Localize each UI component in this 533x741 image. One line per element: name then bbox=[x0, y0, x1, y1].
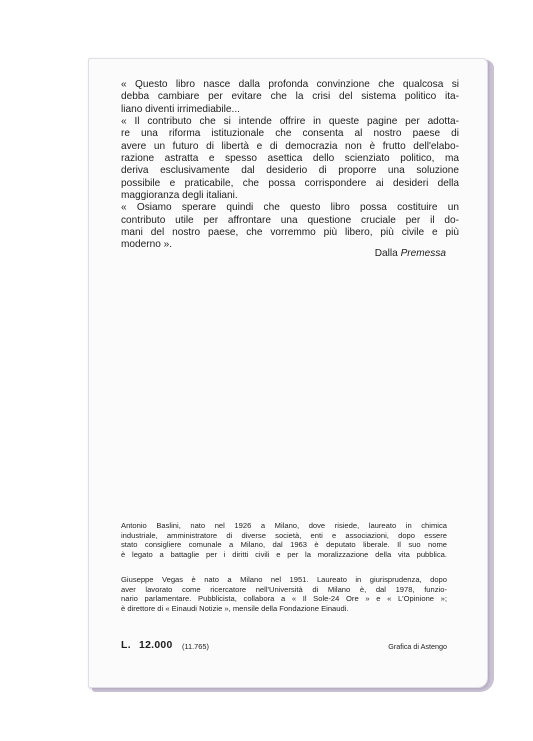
bio-line: Antonio Baslini, nato nel 1926 a Milano, dove risiede, laureato in chimica bbox=[121, 521, 447, 530]
blurb-line: deriva esclusivamente dal desiderio di proporre una soluzione bbox=[121, 165, 459, 177]
blurb-line: « Questo libro nasce dalla profonda convinzione che qualcosa si bbox=[121, 79, 459, 90]
blurb-line: maggioranza degli italiani. bbox=[121, 190, 238, 202]
publisher-blurb bbox=[121, 79, 459, 252]
blurb-line: razione astratta e spesso asettica dello scienziato politico, ma bbox=[121, 153, 459, 165]
blurb-line: debba cambiare per evitare che la crisi del sistema politico ita- bbox=[121, 91, 459, 103]
design-credit: Grafica di Astengo bbox=[388, 642, 447, 651]
price-currency: L. bbox=[121, 640, 132, 651]
price-row bbox=[121, 640, 447, 654]
blurb-line: possibile e praticabile, che possa corrispondere ai desideri della bbox=[121, 177, 459, 189]
blurb-line: moderno ». bbox=[121, 239, 173, 251]
bio-line: è direttore di « Einaudi Notizie », mensile della Fondazione Einaudi. bbox=[121, 604, 349, 614]
price-amount: 12.000 bbox=[139, 640, 173, 651]
bio-line: stato consigliere comunale a Milano, dal 1963 è deputato liberale. Il suo nome bbox=[121, 540, 447, 550]
blurb-line: « Osiamo sperare quindi che questo libro possa costituire un bbox=[121, 202, 459, 214]
price-secondary: (11.765) bbox=[182, 642, 209, 651]
blurb-line: avere un futuro di libertà e di democrazia non è frutto dell'elabo- bbox=[121, 140, 459, 152]
bio-line: aver lavorato come ricercatore nell'Università di Milano è, dal 1978, funzio- bbox=[121, 584, 447, 594]
blurb-line: contributo utile per affrontare una questione cruciale per il do- bbox=[121, 214, 459, 226]
author-bio-vegas bbox=[121, 575, 447, 614]
blurb-line: « Il contributo che si intende offrire in queste pagine per adotta- bbox=[121, 116, 459, 128]
blurb-line: liano diventi irrimediabile... bbox=[121, 103, 240, 115]
source-prefix: Dalla bbox=[374, 248, 398, 259]
bio-line: nario parlamentare. Pubblicista, collabora a « Il Sole-24 Ore » e « L'Opinione »; bbox=[121, 594, 447, 604]
bio-line: è legato a battaglie per i diritti civili e per la moralizzazione della vita pubblica. bbox=[121, 550, 447, 560]
blurb-source bbox=[300, 248, 446, 260]
bio-line: industriale, amministratore di diverse società, enti e associazioni, dopo essere bbox=[121, 530, 447, 540]
blurb-line: re una riforma istituzionale che consenta al nostro paese di bbox=[121, 128, 459, 140]
blurb-line: mani del nostro paese, che vorremmo più libero, più civile e più bbox=[121, 227, 459, 239]
source-title: Premessa bbox=[400, 248, 446, 259]
bio-line: Giuseppe Vegas è nato a Milano nel 1951. Laureato in giurisprudenza, dopo bbox=[121, 575, 447, 584]
author-bio-baslini bbox=[121, 521, 447, 560]
